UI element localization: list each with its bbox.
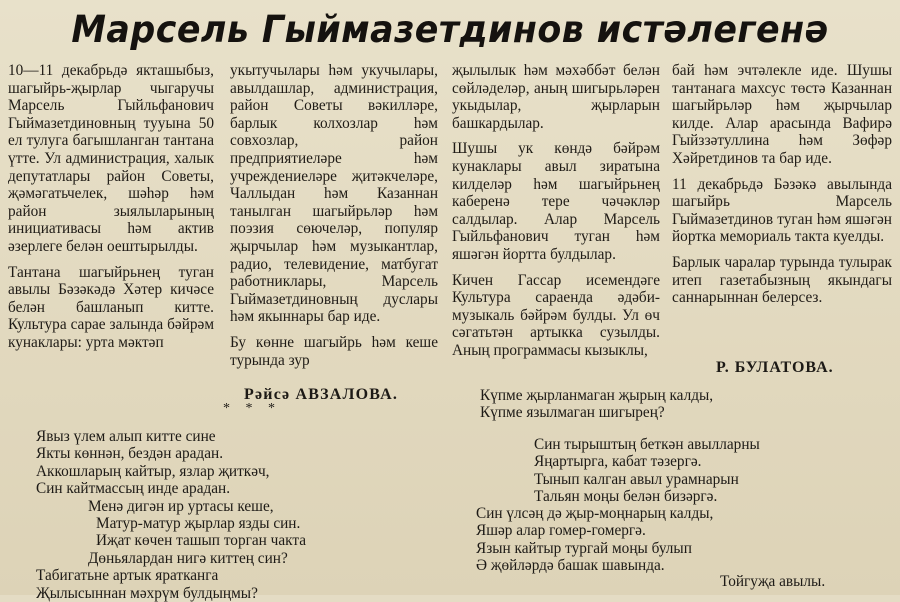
poem-line: Ә җөйләрдә башак шавында. [476, 557, 665, 575]
poem-place: Тойгуҗа авылы. [720, 573, 826, 590]
section-divider [8, 382, 892, 383]
poem-right-top [480, 387, 713, 422]
poem-line: Менә дигән ир уртасы кеше, [88, 497, 274, 515]
poem-right-middle [534, 436, 760, 506]
article-column-3 [452, 62, 660, 360]
poem-line: Җылысыннан мәхрүм булдыңмы? [36, 584, 258, 602]
article-paragraph: Тантана шагыйрьнең туган авылы Бәзәкәдә Хәтер кичәсе белән башланып китте. Культура сарае залында бәйрәм кунаклары: урта мәктәп [8, 263, 214, 351]
poem-line: Яшәр алар гомер-гомергә. [476, 522, 646, 540]
article-paragraph: 11 декабрьдә Бәзәкә авылында шагыйрь Марсель Гыймазетдинов туган һәм яшәгән йортка мемориаль такта куелды. [672, 175, 892, 246]
poem-line: Аккошларың кайтыр, язлар җиткәч, [36, 462, 270, 480]
article-paragraph: Шушы ук көндә бәйрәм кунаклары авыл зиратына килделәр һәм шагыйрьнең каберенә тере чәчәкләр салдылар. Алар Марсель Гыйльфанович туган һәм яшәгән йортта булдылар. [452, 140, 660, 263]
poem-line: Матур-матур җырлар язды син. [96, 515, 301, 533]
article-column-4 [672, 62, 892, 307]
poem-stars: * * * [223, 401, 281, 416]
poem-line: Тынып калган авыл урамнарын [534, 470, 739, 488]
poem-left-column [36, 428, 306, 602]
article-paragraph: 10—11 декабрьдә якташыбыз, шагыйрь-җырлар чыгаручы Марсель Гыйльфанович Гыймазетдиновның тууына 50 ел тулуга багышланган тантана үтте. Ул администрация, халык депутатлары район Советы, җәмәгатьчелек, шәһәр һәм район зыялыларының инициативасы һәм актив әзерлеге белән оештырылды. [8, 62, 214, 255]
poem-right-bottom [476, 505, 713, 575]
poem-line: Син үлсәң дә җыр-моңнарың калды, [476, 505, 714, 522]
article-paragraph: укытучылары һәм укучылары, авылдашлар, администрация, район Советы вәкилләре, барлык колхозлар һәм совхозлар, район предприятиеләре һәм учреждениеләре җитәкчеләре, Чаллыдан һәм Казаннан танылган шагыйрьләр һәм поэзия сөючеләр, популяр җырчылар һәм музыкантлар, радио, телевидение, матбугат работниклары, Марсель Гыймазетдиновның дуслары һәм якыннары бар иде. [230, 62, 438, 326]
article-paragraph: Барлык чаралар турында тулырак итеп газетабызның якындагы саннарыннан белерсез. [672, 253, 892, 307]
poem-author: Рәйсә АВЗАЛОВА. [244, 386, 399, 403]
article-column-1 [8, 62, 214, 352]
poem-line: Табигатьне артык яратканга [36, 567, 219, 585]
poem-line: Күпме җырланмаган җырың калды, [480, 387, 714, 404]
article-title: Марсель Гыймазетдинов истәлегенә [71, 8, 829, 51]
poem-line: Язын кайтыр тургай моңы булып [476, 539, 692, 557]
poem-line: Якты көннән, бездән арадан. [36, 445, 224, 463]
article-signature: Р. БУЛАТОВА. [716, 359, 834, 376]
poem-line: Күпме язылмаган шигырең? [480, 404, 665, 422]
article-paragraph: җылылык һәм мәхәббәт белән сөйләделәр, аның шигырьләрен укыдылар, җырларын башкардылар. [452, 62, 660, 132]
poem-line: Тальян моңы белән бизәргә. [534, 488, 718, 506]
article-paragraph: Бу көнне шагыйрь һәм кеше турында зур [230, 333, 438, 369]
poem-line: Яңартырга, кабат тәзергә. [534, 453, 702, 471]
poem-line: Син кайтмассың инде арадан. [36, 480, 231, 498]
poem-line: Син тырыштың беткән авылларны [534, 436, 760, 453]
article-column-2 [230, 62, 438, 369]
poem-line: Явыз үлем алып китте сине [36, 428, 216, 445]
poem-line: Дөньялардан нигә киттең син? [88, 549, 288, 567]
poem-line: Иҗат көчен ташып торган чакта [96, 532, 307, 550]
article-paragraph: Кичен Гассар исемендәге Культура сараенда әдәби-музыкаль бәйрәм булды. Ул өч сәгатьтән артыкка сузылды. Аның программасы кызыклы, [452, 271, 660, 359]
article-paragraph: бай һәм эчтәлекле иде. Шушы тантанага махсус төстә Казаннан шагыйрьләр һәм җырчылар килде. Алар арасында Вафирә Гыйззәтуллина һәм Зөфәр Хәйретдинов та бар иде. [672, 62, 892, 167]
